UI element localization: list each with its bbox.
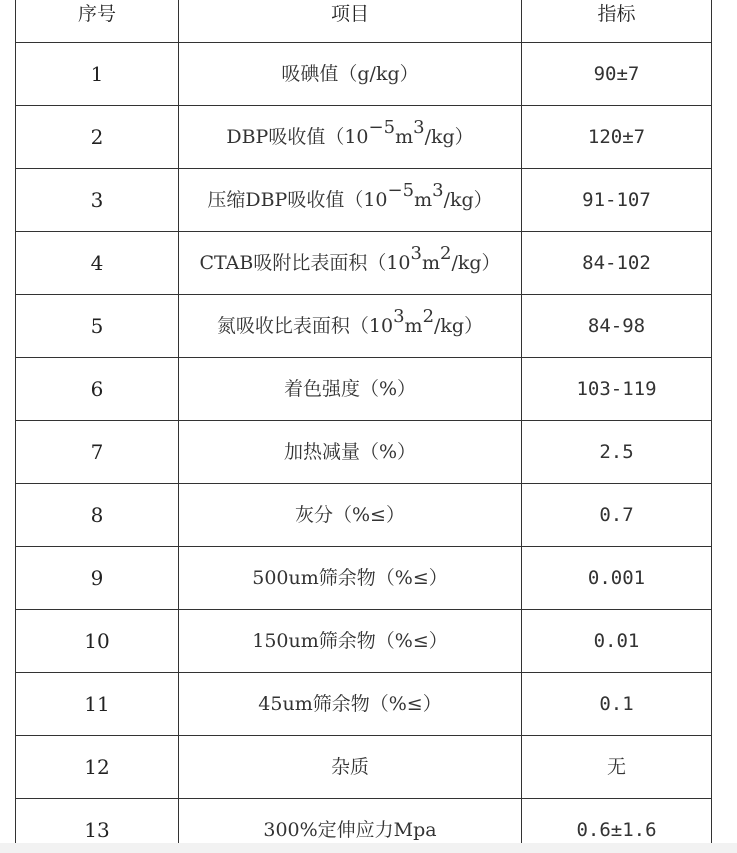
unit-text: /kg） [434,314,484,337]
table-row [16,106,712,169]
table-row [16,43,712,106]
unit-text: m [421,251,440,274]
item-name [179,673,522,736]
exponent: 3 [393,305,405,327]
row-number: 11 [16,673,179,736]
table-row [16,673,712,736]
row-number: 10 [16,610,179,673]
item-text: DBP吸收值（10 [226,125,369,148]
row-number: 12 [16,736,179,799]
item-text: 45um筛余物（%≤） [258,692,442,715]
item-text: 加热减量（%） [283,440,417,463]
exponent: 2 [422,305,435,327]
item-value: 84-98 [522,295,712,358]
table-row [16,169,712,232]
item-name [179,43,522,106]
row-number: 9 [16,547,179,610]
item-name [179,421,522,484]
item-name [179,232,522,295]
exponent: 2 [440,242,452,264]
item-text: 150um筛余物（%≤） [252,629,448,652]
item-text: 压缩DBP吸收值（10 [207,188,388,211]
header-item: 项目 [179,0,522,43]
item-name [179,106,522,169]
spec-table [15,0,712,853]
item-name [179,295,522,358]
row-number: 8 [16,484,179,547]
item-text: 500um筛余物（%≤） [252,566,448,589]
table-row [16,736,712,799]
unit-text: m [395,125,414,148]
item-name [179,484,522,547]
table-body [16,43,712,853]
table-row [16,358,712,421]
exponent: 3 [413,116,425,138]
table-row [16,421,712,484]
row-number: 4 [16,232,179,295]
item-name [179,358,522,421]
item-text: 氮吸收比表面积（10 [216,314,394,337]
item-text: 着色强度（%） [283,377,417,400]
exponent: −5 [368,116,396,138]
exponent: −5 [387,179,415,201]
table-row [16,484,712,547]
unit-text: /kg） [451,251,501,274]
row-number: 3 [16,169,179,232]
item-value: 84-102 [522,232,712,295]
item-value: 0.7 [522,484,712,547]
item-value: 91-107 [522,169,712,232]
item-text: CTAB吸附比表面积（10 [199,251,411,274]
row-number: 7 [16,421,179,484]
item-text: 灰分（%≤） [295,503,405,526]
exponent: 3 [410,242,422,264]
item-value: 0.01 [522,610,712,673]
bottom-strip [0,843,737,853]
header-no: 序号 [16,0,179,43]
unit-text: m [414,188,433,211]
item-text: 吸碘值（g/kg） [281,62,419,85]
item-value: 0.1 [522,673,712,736]
header-index: 指标 [522,0,712,43]
item-text: 300%定伸应力Mpa [263,818,437,841]
item-value: 0.001 [522,547,712,610]
item-value: 103-119 [522,358,712,421]
item-value: 90±7 [522,43,712,106]
unit-text: /kg） [443,188,493,211]
table-row [16,547,712,610]
table-row [16,295,712,358]
item-value: 120±7 [522,106,712,169]
row-number: 2 [16,106,179,169]
item-value: 无 [522,736,712,799]
exponent: 3 [432,179,444,201]
row-number: 1 [16,43,179,106]
item-name [179,547,522,610]
unit-text: m [404,314,423,337]
row-number: 5 [16,295,179,358]
item-value: 0.6±1.6 [522,799,712,853]
item-text: 杂质 [330,755,369,778]
item-name [179,736,522,799]
table-row [16,232,712,295]
item-value: 2.5 [522,421,712,484]
header-row [16,0,712,43]
item-name [179,169,522,232]
table-row [16,610,712,673]
row-number: 6 [16,358,179,421]
item-name [179,610,522,673]
row-number: 13 [16,799,179,853]
unit-text: /kg） [424,125,474,148]
